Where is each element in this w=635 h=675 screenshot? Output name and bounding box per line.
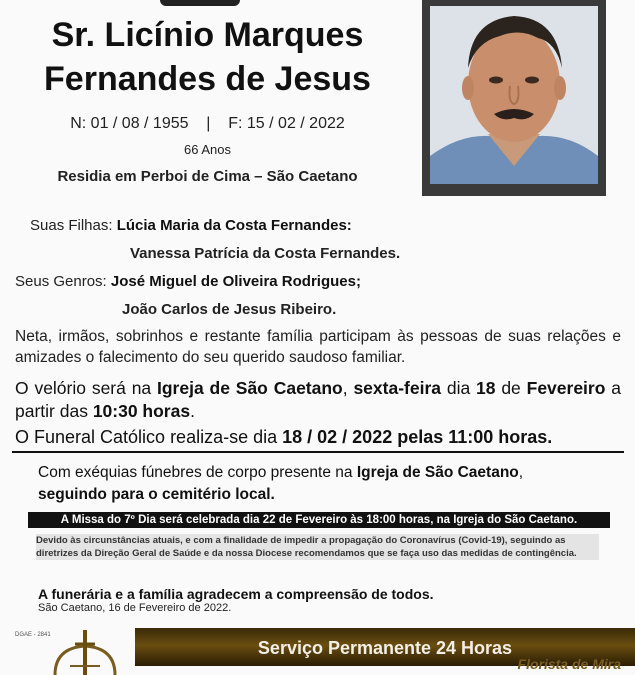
wake-day: 18 [476, 378, 496, 398]
son-in-law-2: João Carlos de Jesus Ribeiro. [122, 301, 337, 318]
birth-death-dates [0, 115, 415, 133]
exequies-church: Igreja de São Caetano [356, 464, 519, 481]
wake-church: Igreja de São Caetano [157, 378, 343, 398]
mass-banner: A Missa do 7º Dia será celebrada dia 22 de Fevereiro às 18:00 horas, na Igreja do São Caetano. [28, 512, 610, 528]
exequies-info [38, 462, 618, 506]
residence: Residia em Perboi de Cima – São Caetano [57, 168, 358, 185]
daughters-label: Suas Filhas: [30, 217, 113, 234]
wake-time: 10:30 horas [92, 401, 191, 421]
wake-info [15, 377, 621, 423]
funeral-underline [12, 451, 624, 453]
funeral-text: O Funeral Católico realiza-se dia [15, 427, 283, 447]
exequies-cemetery: seguindo para o cemitério local. [38, 486, 275, 503]
wake-text-3: dia [441, 378, 477, 398]
portrait-photo [430, 6, 598, 184]
son-in-law-1: José Miguel de Oliveira Rodrigues; [110, 273, 361, 290]
daughter-1: Lúcia Maria da Costa Fernandes: [116, 217, 352, 234]
daughters-row-1 [30, 217, 352, 234]
wake-text-2: , [342, 378, 354, 398]
funeral-info [15, 427, 625, 448]
wake-weekday: sexta-feira [353, 378, 442, 398]
deceased-name-line2: Fernandes de Jesus [44, 60, 371, 98]
age: 66 Anos [184, 142, 231, 157]
wake-text-4: de [495, 378, 527, 398]
service-text: Serviço Permanente 24 Horas [257, 638, 513, 658]
dgae-license: DGAE - 2841 [15, 632, 51, 638]
portrait-illustration [430, 6, 598, 184]
sons-in-law-label: Seus Genros: [15, 273, 107, 290]
daughter-2: Vanessa Patrícia da Costa Fernandes. [130, 245, 401, 262]
footer [0, 618, 635, 675]
place-date: São Caetano, 16 de Fevereiro de 2022. [38, 602, 232, 614]
dates-text: N: 01 / 08 / 1955 | F: 15 / 02 / 2022 [70, 115, 345, 132]
wake-text-6: . [190, 401, 195, 421]
wake-text-5: a partir das [15, 378, 621, 421]
wake-month: Fevereiro [526, 378, 606, 398]
sons-in-law-row-1 [15, 273, 361, 290]
florist-name: Florista de Mira [517, 656, 621, 672]
exequies-text-1: Com exéquias fúnebres de corpo presente na [38, 464, 357, 481]
funeral-home-logo-icon [50, 630, 120, 675]
deceased-name-line1: Sr. Licínio Marques [51, 16, 364, 54]
top-ornament [160, 0, 240, 6]
exequies-text-2: , [518, 464, 524, 481]
portrait-frame [422, 0, 606, 196]
thanks-note: A funerária e a família agradecem a compreensão de todos. [38, 586, 434, 602]
wake-text-1: O velório será na [15, 378, 157, 398]
funeral-datetime: 18 / 02 / 2022 pelas 11:00 horas. [282, 427, 553, 447]
covid-notice: Devido às circunstâncias atuais, e com a finalidade de impedir a propagação do Coronavírus (Covid-19), seguindo as diretrizes da Direção Geral de Saúde e da nossa Diocese recomendamos que se faça uso das medidas de contingência. [36, 534, 599, 560]
family-notice: Neta, irmãos, sobrinhos e restante família participam às pessoas de suas relações e amizades o falecimento do seu querido saudoso familiar. [15, 328, 621, 366]
